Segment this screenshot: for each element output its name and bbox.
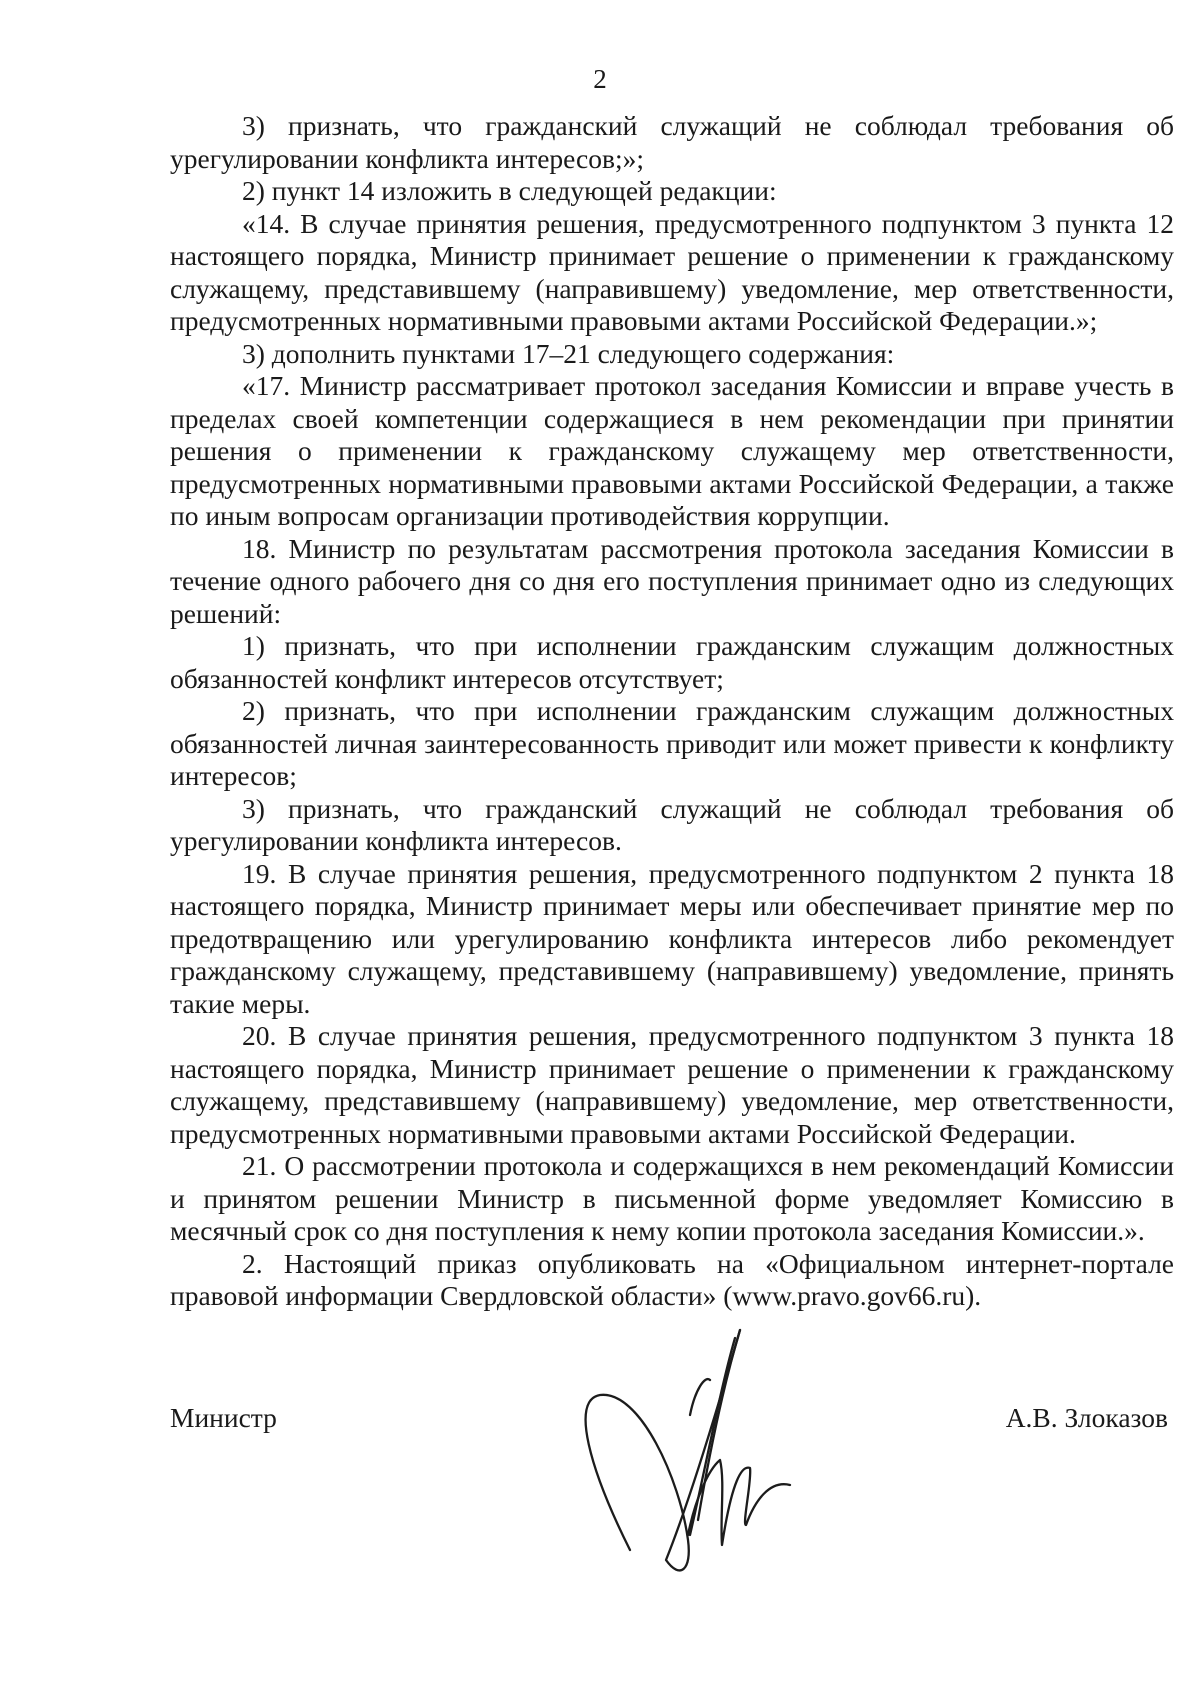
paragraph: 2) признать, что при исполнении гражданским служащим должностных обязанностей личная заинтересованность приводит или может привести к конфликту интересов;	[170, 695, 1174, 791]
paragraph: 3) дополнить пунктами 17–21 следующего содержания:	[242, 337, 895, 369]
paragraph: 3) признать, что гражданский служащий не соблюдал требования об урегулировании конфликта интересов.	[170, 792, 1174, 856]
paragraph: 2. Настоящий приказ опубликовать на «Официальном интернет-портале правовой информации Свердловской области» (www.pravo.gov66.ru).	[170, 1247, 1174, 1311]
paragraph: «17. Министр рассматривает протокол заседания Комиссии и вправе учесть в пределах своей компетенции содержащиеся в нем рекомендации при принятии решения о применении к гражданскому служащему мер ответственности, предусмотренных нормативными правовыми актами Российской Федерации, а также по иным вопросам организации противодействия коррупции.	[170, 370, 1174, 531]
paragraph: 20. В случае принятия решения, предусмотренного подпунктом 3 пункта 18 настоящего порядка, Министр принимает решение о применении к гражданскому служащему, представившему (направившему) уведомление, мер ответственности, предусмотренных нормативными правовыми актами Российской Федерации.	[170, 1020, 1174, 1149]
handwritten-signature	[570, 1320, 850, 1620]
signatory-title: Министр	[170, 1402, 277, 1433]
paragraph: 18. Министр по результатам рассмотрения протокола заседания Комиссии в течение одного рабочего дня со дня его поступления принимает одно из следующих решений:	[170, 532, 1174, 629]
paragraph: «14. В случае принятия решения, предусмотренного подпунктом 3 пункта 12 настоящего порядка, Министр принимает решение о применении к гражданскому служащему, представившему (направившему) уведомление, мер ответственности, предусмотренных нормативными правовыми актами Российской Федерации.»;	[170, 207, 1174, 336]
paragraph: 3) признать, что гражданский служащий не соблюдал требования об урегулировании конфликта интересов;»;	[170, 110, 1174, 174]
document-body	[170, 110, 1174, 1313]
page-number: 2	[593, 64, 607, 94]
paragraph: 21. О рассмотрении протокола и содержащихся в нем рекомендаций Комиссии и принятом решении Министр в письменной форме уведомляет Комиссию в месячный срок со дня поступления к нему копии протокола заседания Комиссии.».	[170, 1150, 1174, 1246]
paragraph: 2) пункт 14 изложить в следующей редакции:	[242, 175, 777, 206]
paragraph: 19. В случае принятия решения, предусмотренного подпунктом 2 пункта 18 настоящего порядка, Министр принимает меры или обеспечивает принятие мер по предотвращению или урегулированию конфликта интересов либо рекомендует гражданскому служащему, представившему (направившему) уведомление, принять такие меры.	[170, 857, 1174, 1019]
signatory-name: А.В. Злоказов	[1005, 1402, 1168, 1433]
paragraph: 1) признать, что при исполнении гражданским служащим должностных обязанностей конфликт интересов отсутствует;	[170, 630, 1174, 694]
